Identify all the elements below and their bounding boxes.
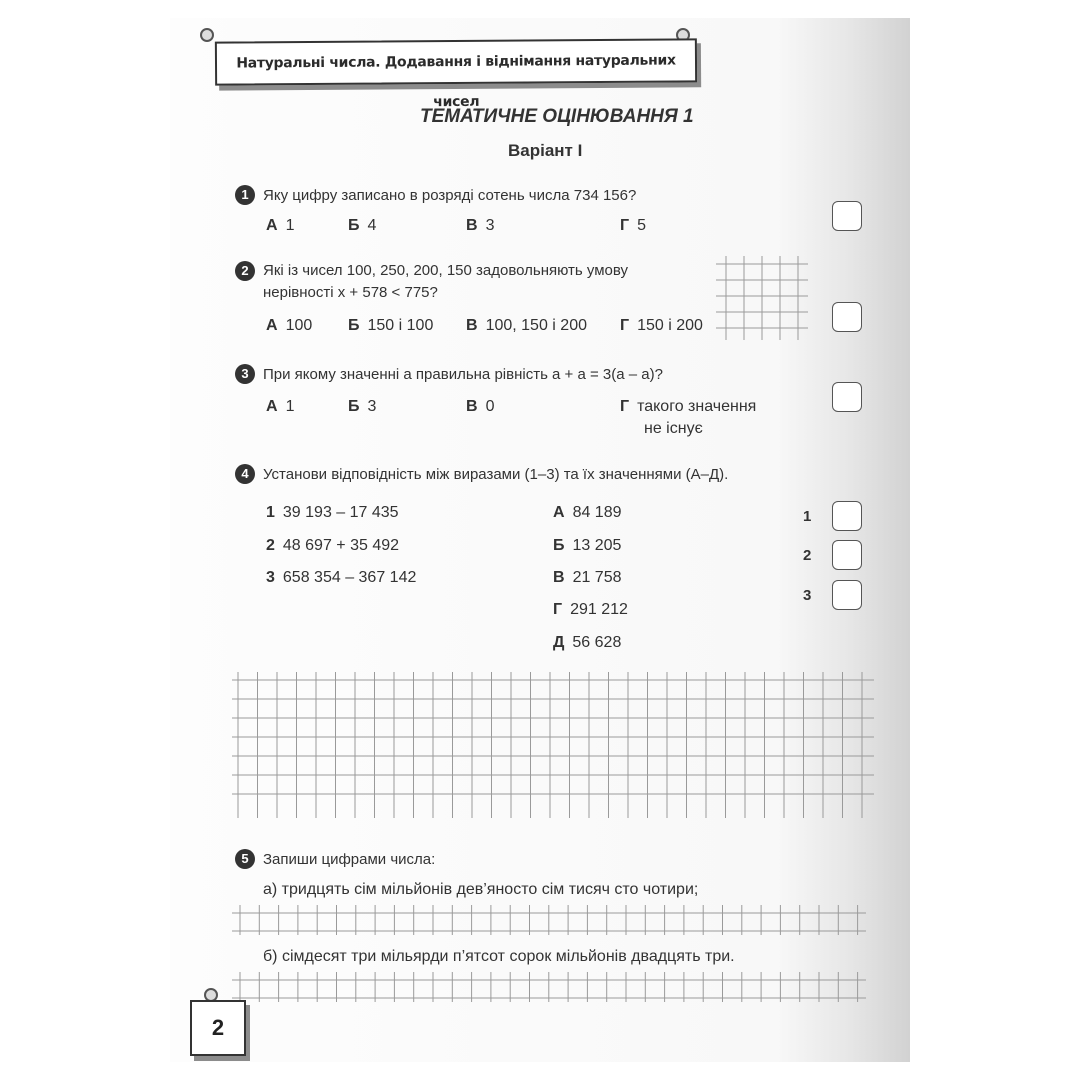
question-number: 5	[235, 849, 255, 869]
draft-grid[interactable]	[232, 672, 874, 818]
option[interactable]: В 3	[466, 217, 495, 234]
value-option: А 84 189	[553, 504, 622, 521]
option-continuation: не існує	[644, 420, 703, 437]
expression: 1 39 193 – 17 435	[266, 504, 399, 521]
topic-label: Натуральні числа. Додавання і віднімання натуральних чисел	[215, 38, 697, 85]
expression: 3 658 354 – 367 142	[266, 569, 417, 586]
answer-box[interactable]	[832, 382, 862, 412]
task-part-a: а) тридцять сім мільйонів дев’яносто сім тисяч сто чотири;	[263, 881, 699, 898]
answer-label: 2	[803, 547, 812, 564]
value-option: Б 13 205	[553, 537, 622, 554]
question-number: 1	[235, 185, 255, 205]
page-title: ТЕМАТИЧНЕ ОЦІНЮВАННЯ 1	[420, 106, 694, 127]
variant-title: Варіант І	[508, 141, 583, 160]
answer-box[interactable]	[832, 302, 862, 332]
answer-line-b[interactable]	[232, 972, 866, 1002]
question-text: Запиши цифрами числа:	[263, 851, 436, 868]
task-part-b: б) сімдесят три мільярди п’ятсот сорок мільйонів двадцять три.	[263, 948, 735, 965]
option[interactable]: Б 150 і 100	[348, 317, 434, 334]
question-text: Які із чисел 100, 250, 200, 150 задовольняють умову	[263, 262, 629, 279]
draft-grid	[716, 256, 808, 340]
answer-label: 3	[803, 587, 812, 604]
option[interactable]: Г 150 і 200	[620, 317, 703, 334]
answer-line-a[interactable]	[232, 905, 866, 935]
answer-box[interactable]	[832, 201, 862, 231]
option[interactable]: Б 4	[348, 217, 377, 234]
expression: 2 48 697 + 35 492	[266, 537, 400, 554]
option[interactable]: В 100, 150 і 200	[466, 317, 587, 334]
question-number: 4	[235, 464, 255, 484]
value-option: Д 56 628	[553, 634, 622, 651]
option[interactable]: А 100	[266, 317, 313, 334]
answer-box[interactable]	[832, 501, 862, 531]
answer-label: 1	[803, 508, 812, 525]
question-number: 2	[235, 261, 255, 281]
option[interactable]: Г такого значення	[620, 398, 757, 415]
answer-box[interactable]	[832, 540, 862, 570]
question-text: Установи відповідність між виразами (1–3) та їх значеннями (А–Д).	[263, 466, 729, 483]
option[interactable]: Г 5	[620, 217, 646, 234]
option[interactable]: А 1	[266, 217, 295, 234]
option[interactable]: А 1	[266, 398, 295, 415]
option[interactable]: Б 3	[348, 398, 377, 415]
question-text: При якому значенні a правильна рівність a + a = 3(a – a)?	[263, 366, 663, 383]
question-text: нерівності x + 578 < 775?	[263, 284, 438, 301]
answer-box[interactable]	[832, 580, 862, 610]
value-option: В 21 758	[553, 569, 622, 586]
option[interactable]: В 0	[466, 398, 495, 415]
question-text: Яку цифру записано в розряді сотень числа 734 156?	[263, 187, 637, 204]
value-option: Г 291 212	[553, 601, 628, 618]
question-number: 3	[235, 364, 255, 384]
page-number: 2	[190, 1000, 246, 1056]
pin-icon	[200, 28, 214, 42]
